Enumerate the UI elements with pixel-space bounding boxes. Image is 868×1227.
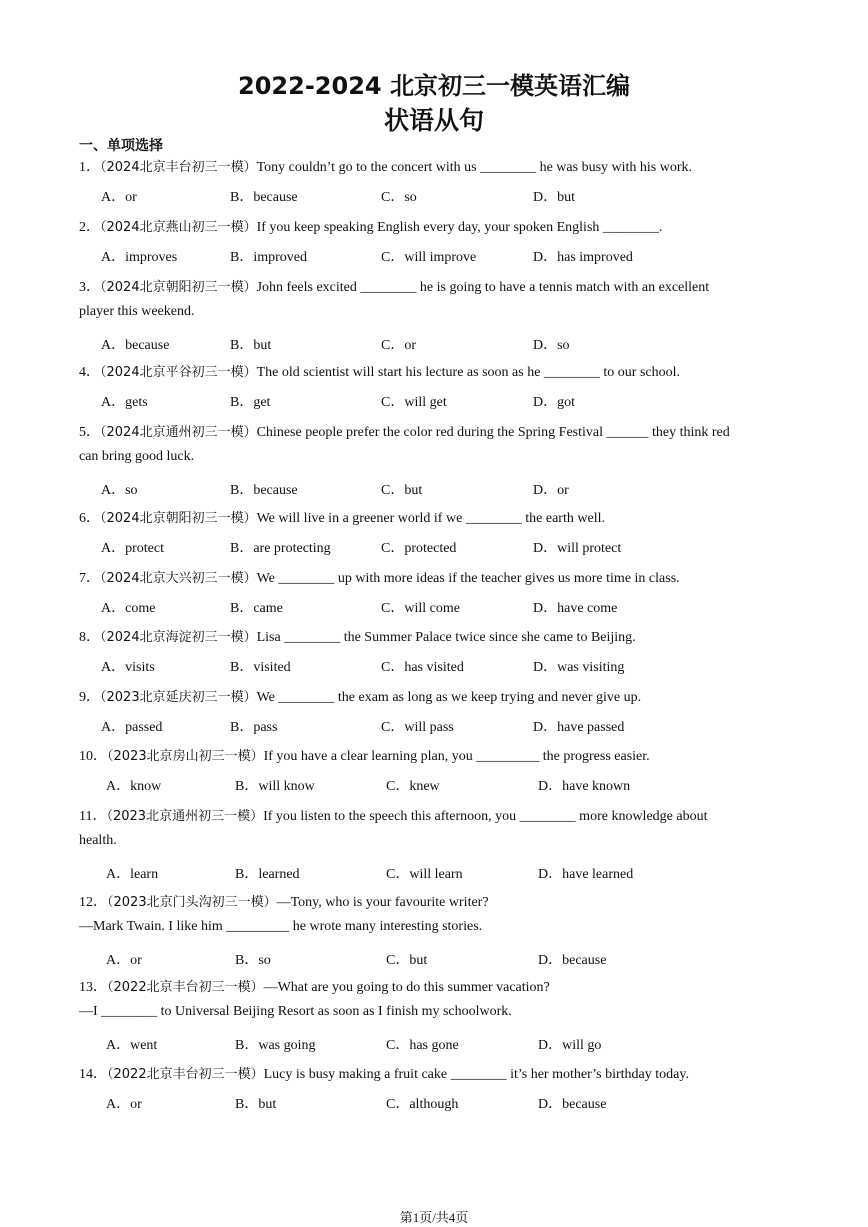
option-a: A．visits xyxy=(101,660,155,675)
question-stem xyxy=(79,156,692,176)
question-stem xyxy=(79,567,680,587)
document-subtitle: 状语从句 xyxy=(383,106,484,135)
option-a: A．learn xyxy=(106,867,159,882)
question-stem-continued: player this weekend. xyxy=(79,304,195,319)
option-b: B．was going xyxy=(235,1038,316,1053)
option-d: D．or xyxy=(533,483,569,498)
question-text: Chinese people prefer the color red during the Spring Festival ______ they think red xyxy=(256,425,730,440)
question-number: 10． xyxy=(79,749,107,764)
section-heading: 一、单项选择 xyxy=(79,138,163,154)
option-a: A．improves xyxy=(101,250,178,265)
option-a: A．or xyxy=(101,190,137,205)
page-footer: 第1页/共4页 xyxy=(399,1210,469,1225)
option-c: C．will pass xyxy=(381,720,454,735)
question-source: （2023北京房山初三一模） xyxy=(107,749,264,764)
question-number: 8． xyxy=(79,630,100,645)
question-number: 9． xyxy=(79,690,100,705)
option-b: B．because xyxy=(230,190,298,205)
question-stem-continued: health. xyxy=(79,833,117,848)
question-number: 13． xyxy=(79,980,107,995)
question-text: John feels excited ________ he is going to have a tennis match with an excellent xyxy=(256,280,710,295)
question-stem xyxy=(79,686,641,706)
option-c: C．will improve xyxy=(381,250,477,265)
question-stem xyxy=(79,421,730,441)
option-b: B．but xyxy=(235,1097,277,1112)
option-b: B．came xyxy=(230,601,283,616)
option-b: B．get xyxy=(230,395,271,410)
question-source: （2024北京通州初三一模） xyxy=(100,425,257,440)
question-stem xyxy=(79,1063,689,1083)
question-stem xyxy=(79,976,550,996)
option-a: A．or xyxy=(106,953,142,968)
question-number: 1． xyxy=(79,160,100,175)
question-stem xyxy=(79,891,489,911)
question-stem-continued: can bring good luck. xyxy=(79,449,195,464)
question-number: 14． xyxy=(79,1067,107,1082)
option-b: B．will know xyxy=(235,779,315,794)
question-text: We ________ up with more ideas if the teacher gives us more time in class. xyxy=(256,571,680,586)
option-a: A．passed xyxy=(101,720,163,735)
question-stem xyxy=(79,745,650,765)
question-number: 4． xyxy=(79,365,100,380)
option-a: A．so xyxy=(101,483,138,498)
question-stem xyxy=(79,805,707,825)
option-b: B．learned xyxy=(235,867,300,882)
option-b: B．visited xyxy=(230,660,291,675)
option-d: D．has improved xyxy=(533,250,633,265)
question-source: （2024北京平谷初三一模） xyxy=(100,365,257,380)
option-b: B．because xyxy=(230,483,298,498)
option-c: C．but xyxy=(381,483,423,498)
question-source: （2024北京海淀初三一模） xyxy=(100,630,257,645)
option-c: C．will get xyxy=(381,395,447,410)
option-d: D．will protect xyxy=(533,541,622,556)
question-source: （2022北京丰台初三一模） xyxy=(107,980,264,995)
question-number: 7． xyxy=(79,571,100,586)
question-stem xyxy=(79,361,680,381)
option-a: A．or xyxy=(106,1097,142,1112)
option-d: D．have learned xyxy=(538,867,634,882)
question-source: （2024北京朝阳初三一模） xyxy=(100,280,257,295)
question-source: （2024北京燕山初三一模） xyxy=(100,220,257,235)
question-stem xyxy=(79,216,662,236)
option-b: B．pass xyxy=(230,720,278,735)
question-text: If you keep speaking English every day, your spoken English ________. xyxy=(256,220,663,235)
question-text: We ________ the exam as long as we keep trying and never give up. xyxy=(256,690,642,705)
option-d: D．got xyxy=(533,395,575,410)
option-c: C．or xyxy=(381,338,416,353)
question-text: —Tony, who is your favourite writer? xyxy=(276,895,489,910)
question-source: （2024北京大兴初三一模） xyxy=(100,571,257,586)
question-stem-continued: —Mark Twain. I like him _________ he wrote many interesting stories. xyxy=(79,919,483,934)
question-number: 11． xyxy=(79,809,107,824)
question-source: （2023北京延庆初三一模） xyxy=(100,690,257,705)
option-a: A．come xyxy=(101,601,156,616)
option-d: D．because xyxy=(538,1097,607,1112)
option-c: C．so xyxy=(381,190,417,205)
option-d: D．because xyxy=(538,953,607,968)
option-d: D．have known xyxy=(538,779,631,794)
option-b: B．are protecting xyxy=(230,541,331,556)
question-text: We will live in a greener world if we ________ the earth well. xyxy=(256,511,605,526)
option-c: C．although xyxy=(386,1097,459,1112)
question-text: The old scientist will start his lecture as soon as he ________ to our school. xyxy=(256,365,681,380)
option-b: B．but xyxy=(230,338,272,353)
option-d: D．have come xyxy=(533,601,618,616)
option-c: C．protected xyxy=(381,541,457,556)
question-stem xyxy=(79,626,636,646)
question-source: （2022北京丰台初三一模） xyxy=(107,1067,264,1082)
option-d: D．have passed xyxy=(533,720,625,735)
option-d: D．so xyxy=(533,338,570,353)
document-title: 2022-2024 北京初三一模英语汇编 xyxy=(238,72,630,100)
question-text: —What are you going to do this summer vacation? xyxy=(263,980,550,995)
question-number: 6． xyxy=(79,511,100,526)
question-text: If you listen to the speech this afternoon, you ________ more knowledge about xyxy=(263,809,708,824)
question-stem-continued: —I ________ to Universal Beijing Resort as soon as I finish my schoolwork. xyxy=(79,1004,512,1019)
question-number: 3． xyxy=(79,280,100,295)
question-source: （2024北京朝阳初三一模） xyxy=(100,511,257,526)
question-number: 2． xyxy=(79,220,100,235)
option-c: C．has visited xyxy=(381,660,464,675)
question-text: Lisa ________ the Summer Palace twice since she came to Beijing. xyxy=(256,630,636,645)
question-number: 5． xyxy=(79,425,100,440)
option-c: C．knew xyxy=(386,779,440,794)
option-a: A．went xyxy=(106,1038,158,1053)
option-a: A．protect xyxy=(101,541,164,556)
option-d: D．will go xyxy=(538,1038,602,1053)
question-source: （2023北京通州初三一模） xyxy=(106,809,264,824)
option-c: C．will come xyxy=(381,601,460,616)
question-stem xyxy=(79,276,709,296)
option-b: B．so xyxy=(235,953,271,968)
question-stem xyxy=(79,507,605,527)
option-c: C．will learn xyxy=(386,867,463,882)
option-c: C．but xyxy=(386,953,428,968)
question-text: Lucy is busy making a fruit cake ________ it’s her mother’s birthday today. xyxy=(263,1067,689,1082)
option-a: A．gets xyxy=(101,395,148,410)
question-text: Tony couldn’t go to the concert with us ________ he was busy with his work. xyxy=(256,160,693,175)
option-a: A．because xyxy=(101,338,170,353)
option-a: A．know xyxy=(106,779,162,794)
option-b: B．improved xyxy=(230,250,307,265)
question-source: （2024北京丰台初三一模） xyxy=(100,160,257,175)
option-d: D．was visiting xyxy=(533,660,625,675)
question-source: （2023北京门头沟初三一模） xyxy=(107,895,277,910)
question-number: 12． xyxy=(79,895,107,910)
option-d: D．but xyxy=(533,190,575,205)
option-c: C．has gone xyxy=(386,1038,459,1053)
question-text: If you have a clear learning plan, you _________ the progress easier. xyxy=(263,749,650,764)
